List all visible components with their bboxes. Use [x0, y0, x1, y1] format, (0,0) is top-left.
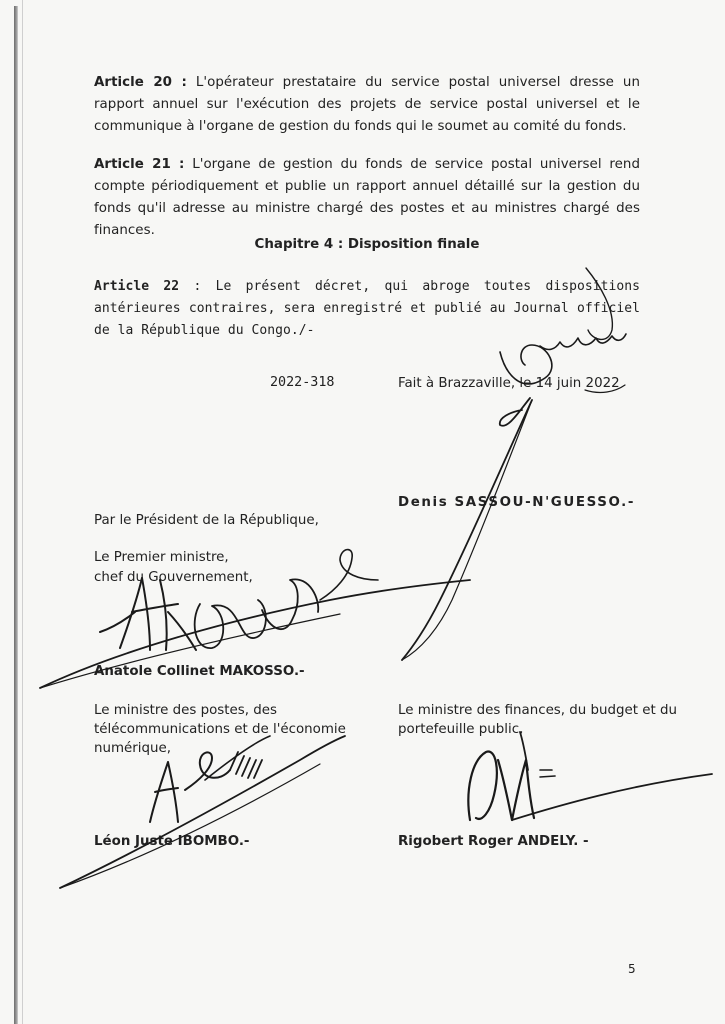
article-21-text: L'organe de gestion du fonds de service postal universel rend compte périodiquement et publie un rapport annuel détaillé sur la gestion du fonds qu'il adresse au ministre chargé des postes et au ministres chargé des finances. — [94, 157, 641, 238]
page-number: 5 — [628, 962, 636, 976]
article-22-text: : Le présent décret, qui abroge toutes dispositions antérieures contraires, sera enregistré et publié au Journal officiel de la République du Congo./- — [94, 279, 640, 338]
minister-finances-line1: Le ministre des finances, du budget et du — [398, 703, 678, 718]
president-name: Denis SASSOU-N'GUESSO.- — [398, 495, 635, 510]
minister-postes-line3: numérique, — [94, 741, 171, 756]
by-president: Par le Président de la République, — [94, 513, 319, 528]
article-21-label: Article 21 : — [94, 157, 185, 172]
article-22-label: Article 22 — [94, 279, 180, 294]
minister-postes-name: Léon Juste IBOMBO.- — [94, 834, 250, 849]
prime-minister-signature — [40, 550, 470, 688]
article-20-label: Article 20 : — [94, 75, 187, 90]
pm-title-line2: chef du Gouvernement, — [94, 570, 253, 585]
minister-postes-line1: Le ministre des postes, des — [94, 703, 277, 718]
decree-number: 2022-318 — [270, 375, 335, 390]
pm-name: Anatole Collinet MAKOSSO.- — [94, 664, 305, 679]
minister-finances-signature — [468, 732, 712, 820]
pm-title-line1: Le Premier ministre, — [94, 550, 229, 565]
article-20-text: L'opérateur prestataire du service postal universel dresse un rapport annuel sur l'exécution des projets de service postal universel et le communique à l'organe de gestion du fonds qui le soumet au comité du fonds. — [94, 75, 640, 134]
minister-finances-line2: portefeuille public, — [398, 722, 524, 737]
president-signature — [402, 268, 626, 660]
place-date: Fait à Brazzaville, le 14 juin 2022 — [398, 376, 620, 391]
chapter-title: Chapitre 4 : Disposition finale — [254, 237, 480, 252]
minister-postes-line2: télécommunications et de l'économie — [94, 722, 346, 737]
minister-finances-name: Rigobert Roger ANDELY. - — [398, 834, 589, 849]
minister-postes-signature — [60, 736, 345, 888]
